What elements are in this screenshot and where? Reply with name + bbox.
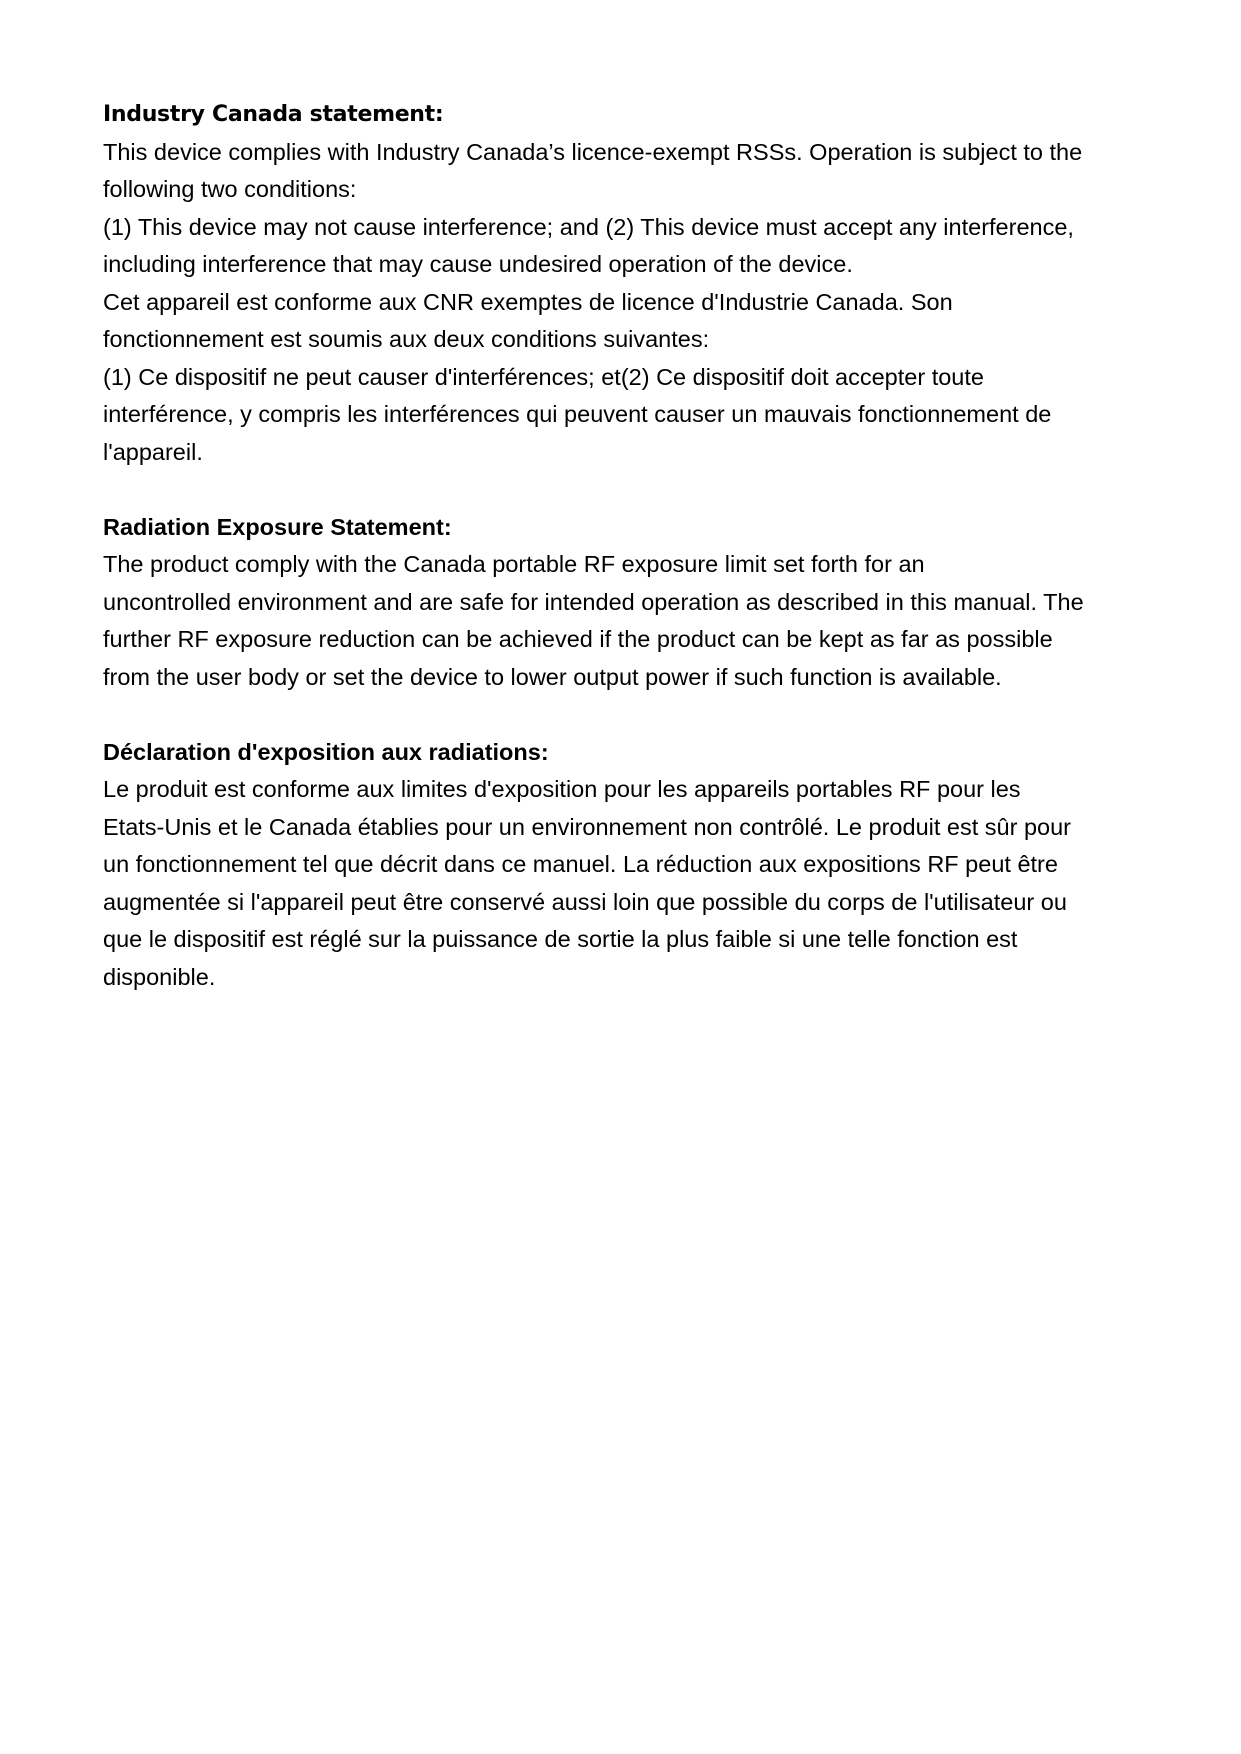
industry-canada-heading: Industry Canada statement:	[103, 102, 444, 127]
body-line: que le dispositif est réglé sur la puissance de sortie la plus faible si une telle fonction est	[103, 926, 1018, 952]
body-line: uncontrolled environment and are safe for intended operation as described in this manual. The	[103, 588, 1084, 615]
body-line: un fonctionnement tel que décrit dans ce manuel. La réduction aux expositions RF peut être	[103, 851, 1058, 877]
body-line: from the user body or set the device to lower output power if such function is available.	[103, 663, 1002, 690]
body-line: This device complies with Industry Canada’s licence-exempt RSSs. Operation is subject to the	[103, 138, 1083, 165]
body-line: Cet appareil est conforme aux CNR exemptes de licence d'Industrie Canada. Son	[103, 288, 953, 315]
body-line: (1) Ce dispositif ne peut causer d'interférences; et(2) Ce dispositif doit accepter toute	[103, 363, 984, 390]
body-line: Etats-Unis et le Canada établies pour un environnement non contrôlé. Le produit est sûr pour	[103, 813, 1071, 840]
section-spacer	[103, 696, 1163, 734]
body-line: The product comply with the Canada portable RF exposure limit set forth for an	[103, 551, 925, 577]
declaration-exposition-heading: Déclaration d'exposition aux radiations:	[103, 738, 549, 765]
body-line: following two conditions:	[103, 176, 357, 202]
document-page	[103, 96, 1163, 996]
body-line: l'appareil.	[103, 438, 203, 465]
body-line: Le produit est conforme aux limites d'exposition pour les appareils portables RF pour les	[103, 776, 1021, 802]
declaration-exposition-section	[103, 734, 1163, 997]
industry-canada-section	[103, 96, 1163, 471]
radiation-exposure-heading: Radiation Exposure Statement:	[103, 513, 452, 540]
body-line: (1) This device may not cause interference; and (2) This device must accept any interference,	[103, 213, 1074, 240]
body-line: disponible.	[103, 963, 216, 990]
body-line: further RF exposure reduction can be achieved if the product can be kept as far as possible	[103, 626, 1053, 652]
body-line: fonctionnement est soumis aux deux conditions suivantes:	[103, 326, 710, 352]
section-spacer	[103, 471, 1163, 509]
body-line: including interference that may cause undesired operation of the device.	[103, 251, 853, 277]
radiation-exposure-section	[103, 509, 1163, 697]
body-line: interférence, y compris les interférences qui peuvent causer un mauvais fonctionnement de	[103, 401, 1052, 427]
body-line: augmentée si l'appareil peut être conservé aussi loin que possible du corps de l'utilisateur ou	[103, 888, 1067, 915]
